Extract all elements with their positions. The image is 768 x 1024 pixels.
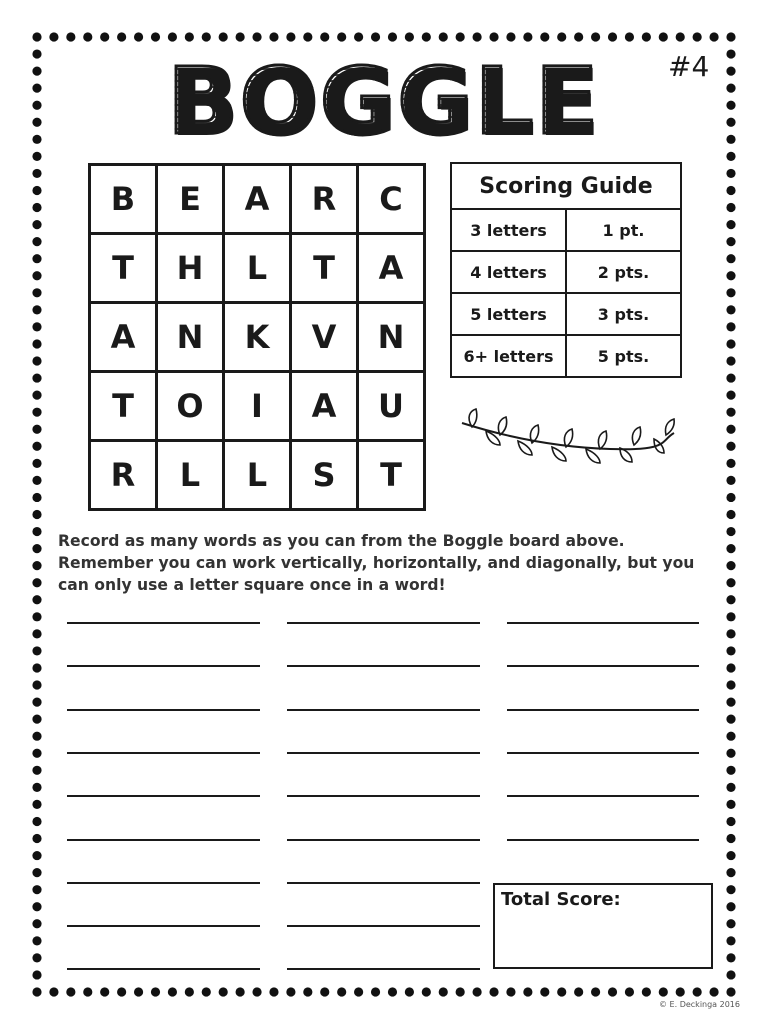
board-cell: T bbox=[90, 234, 157, 303]
border-dot bbox=[709, 32, 718, 41]
border-dot bbox=[32, 936, 41, 945]
border-dot bbox=[32, 527, 41, 536]
border-dot bbox=[726, 612, 735, 621]
total-score-box[interactable] bbox=[493, 883, 713, 969]
border-dot bbox=[100, 987, 109, 996]
border-dot bbox=[168, 987, 177, 996]
answer-line[interactable] bbox=[67, 752, 260, 754]
answer-line[interactable] bbox=[287, 795, 480, 797]
border-dot bbox=[371, 987, 380, 996]
border-dot bbox=[32, 612, 41, 621]
border-dot bbox=[32, 817, 41, 826]
answer-line[interactable] bbox=[67, 882, 260, 884]
border-dot bbox=[591, 987, 600, 996]
border-dot bbox=[32, 834, 41, 843]
border-dot bbox=[32, 919, 41, 928]
board-cell: R bbox=[90, 441, 157, 510]
border-dot bbox=[371, 32, 380, 41]
border-dot bbox=[32, 442, 41, 451]
border-dot bbox=[540, 32, 549, 41]
answer-line[interactable] bbox=[287, 752, 480, 754]
worksheet-number: #4 bbox=[668, 50, 710, 83]
border-dot bbox=[726, 425, 735, 434]
border-dot bbox=[726, 868, 735, 877]
border-dot bbox=[540, 987, 549, 996]
scoring-length: 5 letters bbox=[451, 293, 566, 335]
border-dot bbox=[523, 987, 532, 996]
border-dot bbox=[557, 987, 566, 996]
border-dot bbox=[151, 987, 160, 996]
border-dot bbox=[726, 885, 735, 894]
answer-line[interactable] bbox=[287, 925, 480, 927]
board-cell: S bbox=[291, 441, 358, 510]
border-dot bbox=[726, 391, 735, 400]
board-row bbox=[90, 441, 425, 510]
border-dot bbox=[83, 32, 92, 41]
border-dot bbox=[303, 987, 312, 996]
border-dot bbox=[32, 220, 41, 229]
border-dot bbox=[134, 987, 143, 996]
border-dot bbox=[252, 987, 261, 996]
border-dot bbox=[726, 834, 735, 843]
board-cell: U bbox=[358, 372, 425, 441]
border-dot bbox=[659, 32, 668, 41]
border-dot bbox=[726, 544, 735, 553]
border-dot bbox=[591, 32, 600, 41]
border-dot bbox=[151, 32, 160, 41]
border-dot bbox=[337, 987, 346, 996]
instructions-text: Record as many words as you can from the Boggle board above. Remember you can work vertically, horizontally, and diagonally, but you can only use a letter square once in a word! bbox=[58, 532, 695, 594]
border-dot bbox=[32, 578, 41, 587]
border-dot bbox=[32, 203, 41, 212]
border-dot bbox=[219, 987, 228, 996]
border-dot bbox=[642, 987, 651, 996]
border-dot bbox=[32, 715, 41, 724]
border-dot bbox=[320, 32, 329, 41]
border-dot bbox=[32, 476, 41, 485]
border-dot bbox=[32, 186, 41, 195]
answer-line[interactable] bbox=[287, 665, 480, 667]
copyright: © E. Deckinga 2016 bbox=[659, 1000, 740, 1009]
border-dot bbox=[32, 169, 41, 178]
boggle-board bbox=[88, 163, 426, 511]
board-cell: V bbox=[291, 303, 358, 372]
scoring-length: 3 letters bbox=[451, 209, 566, 251]
border-dot bbox=[32, 237, 41, 246]
border-dot bbox=[726, 356, 735, 365]
border-dot bbox=[32, 322, 41, 331]
scoring-points: 5 pts. bbox=[566, 335, 681, 377]
border-dot bbox=[726, 510, 735, 519]
border-dot bbox=[726, 646, 735, 655]
scoring-length: 4 letters bbox=[451, 251, 566, 293]
border-dot bbox=[574, 32, 583, 41]
border-dot bbox=[32, 510, 41, 519]
border-dot bbox=[506, 987, 515, 996]
border-dot bbox=[557, 32, 566, 41]
scoring-row bbox=[451, 251, 681, 293]
border-dot bbox=[32, 783, 41, 792]
scoring-points: 3 pts. bbox=[566, 293, 681, 335]
leaf-sprig-icon bbox=[460, 405, 680, 475]
border-dot bbox=[32, 663, 41, 672]
border-dot bbox=[286, 987, 295, 996]
border-dot bbox=[32, 646, 41, 655]
answer-line[interactable] bbox=[507, 622, 699, 624]
border-dot bbox=[726, 254, 735, 263]
border-dot bbox=[439, 32, 448, 41]
scoring-row bbox=[451, 209, 681, 251]
border-dot bbox=[726, 459, 735, 468]
border-dot bbox=[32, 561, 41, 570]
border-dot bbox=[32, 373, 41, 382]
border-dot bbox=[32, 970, 41, 979]
border-dot bbox=[83, 987, 92, 996]
border-dot bbox=[354, 987, 363, 996]
border-dot bbox=[489, 32, 498, 41]
border-dot bbox=[726, 663, 735, 672]
border-dot bbox=[726, 595, 735, 604]
border-dot bbox=[422, 987, 431, 996]
board-cell: E bbox=[157, 165, 224, 234]
border-dot bbox=[388, 987, 397, 996]
border-dot bbox=[49, 987, 58, 996]
border-dot bbox=[134, 32, 143, 41]
answer-line[interactable] bbox=[507, 795, 699, 797]
border-dot bbox=[726, 152, 735, 161]
border-dot bbox=[676, 32, 685, 41]
border-dot bbox=[405, 987, 414, 996]
border-dot bbox=[32, 356, 41, 365]
board-cell: H bbox=[157, 234, 224, 303]
border-dot bbox=[726, 783, 735, 792]
border-dot bbox=[202, 987, 211, 996]
board-cell: N bbox=[358, 303, 425, 372]
border-dot bbox=[286, 32, 295, 41]
border-dot bbox=[726, 271, 735, 280]
border-dot bbox=[32, 152, 41, 161]
border-dot bbox=[726, 527, 735, 536]
border-dot bbox=[32, 868, 41, 877]
border-dot bbox=[726, 732, 735, 741]
border-dot bbox=[32, 800, 41, 809]
border-dot bbox=[726, 322, 735, 331]
border-dot bbox=[726, 32, 735, 41]
border-dot bbox=[354, 32, 363, 41]
border-dot bbox=[252, 32, 261, 41]
border-dot bbox=[32, 680, 41, 689]
border-dot bbox=[32, 851, 41, 860]
border-dot bbox=[456, 987, 465, 996]
border-dot bbox=[49, 32, 58, 41]
answer-line[interactable] bbox=[507, 709, 699, 711]
board-cell: B bbox=[90, 165, 157, 234]
border-dot bbox=[693, 987, 702, 996]
border-dot bbox=[117, 32, 126, 41]
board-cell: T bbox=[90, 372, 157, 441]
board-row bbox=[90, 303, 425, 372]
border-dot bbox=[422, 32, 431, 41]
border-dot bbox=[726, 817, 735, 826]
border-dot bbox=[642, 32, 651, 41]
border-dot bbox=[185, 987, 194, 996]
answer-line[interactable] bbox=[287, 622, 480, 624]
border-dot bbox=[100, 32, 109, 41]
border-dot bbox=[726, 902, 735, 911]
border-dot bbox=[219, 32, 228, 41]
answer-line[interactable] bbox=[287, 968, 480, 970]
board-cell: C bbox=[358, 165, 425, 234]
border-dot bbox=[32, 32, 41, 41]
board-cell: L bbox=[157, 441, 224, 510]
border-dot bbox=[726, 987, 735, 996]
border-dot bbox=[726, 715, 735, 724]
border-dot bbox=[726, 697, 735, 706]
border-dot bbox=[574, 987, 583, 996]
board-cell: I bbox=[224, 372, 291, 441]
border-dot bbox=[726, 766, 735, 775]
border-dot bbox=[32, 408, 41, 417]
border-dot bbox=[32, 766, 41, 775]
answer-line[interactable] bbox=[507, 839, 699, 841]
border-dot bbox=[489, 987, 498, 996]
border-dot bbox=[32, 885, 41, 894]
answer-line[interactable] bbox=[67, 709, 260, 711]
board-cell: L bbox=[224, 441, 291, 510]
answer-line[interactable] bbox=[67, 839, 260, 841]
border-dot bbox=[726, 851, 735, 860]
border-dot bbox=[320, 987, 329, 996]
border-dot bbox=[32, 544, 41, 553]
border-dot bbox=[32, 339, 41, 348]
border-dot bbox=[405, 32, 414, 41]
border-dot bbox=[726, 169, 735, 178]
border-dot bbox=[236, 32, 245, 41]
border-dot bbox=[726, 442, 735, 451]
border-dot bbox=[726, 578, 735, 587]
board-cell: A bbox=[291, 372, 358, 441]
answer-line[interactable] bbox=[507, 665, 699, 667]
border-dot bbox=[32, 271, 41, 280]
answer-line[interactable] bbox=[67, 795, 260, 797]
border-dot bbox=[726, 186, 735, 195]
board-cell: A bbox=[358, 234, 425, 303]
border-dot bbox=[32, 459, 41, 468]
board-cell: T bbox=[291, 234, 358, 303]
border-dot bbox=[726, 953, 735, 962]
border-dot bbox=[439, 987, 448, 996]
border-dot bbox=[608, 987, 617, 996]
border-dot bbox=[726, 561, 735, 570]
answer-line[interactable] bbox=[67, 622, 260, 624]
border-dot bbox=[726, 629, 735, 638]
border-dot bbox=[32, 749, 41, 758]
border-dot bbox=[66, 32, 75, 41]
border-dot bbox=[32, 595, 41, 604]
border-dot bbox=[625, 32, 634, 41]
answer-line[interactable] bbox=[67, 968, 260, 970]
border-dot bbox=[388, 32, 397, 41]
border-dot bbox=[726, 288, 735, 297]
border-dot bbox=[32, 902, 41, 911]
border-dot bbox=[32, 953, 41, 962]
border-dot bbox=[726, 237, 735, 246]
board-row bbox=[90, 372, 425, 441]
border-dot bbox=[236, 987, 245, 996]
border-dot bbox=[693, 32, 702, 41]
scoring-points: 1 pt. bbox=[566, 209, 681, 251]
border-dot bbox=[472, 987, 481, 996]
border-dot bbox=[185, 32, 194, 41]
scoring-points: 2 pts. bbox=[566, 251, 681, 293]
border-dot bbox=[269, 987, 278, 996]
border-dot bbox=[472, 32, 481, 41]
board-cell: L bbox=[224, 234, 291, 303]
answer-line[interactable] bbox=[507, 752, 699, 754]
border-dot bbox=[676, 987, 685, 996]
border-dot bbox=[709, 987, 718, 996]
total-score-label: Total Score: bbox=[501, 889, 621, 910]
border-dot bbox=[269, 32, 278, 41]
answer-line[interactable] bbox=[67, 925, 260, 927]
border-dot bbox=[726, 749, 735, 758]
board-cell: K bbox=[224, 303, 291, 372]
scoring-length: 6+ letters bbox=[451, 335, 566, 377]
border-dot bbox=[202, 32, 211, 41]
board-cell: R bbox=[291, 165, 358, 234]
border-dot bbox=[32, 254, 41, 263]
border-dot bbox=[625, 987, 634, 996]
border-dot bbox=[726, 970, 735, 979]
board-row bbox=[90, 234, 425, 303]
border-dot bbox=[726, 919, 735, 928]
board-row bbox=[90, 165, 425, 234]
board-cell: A bbox=[90, 303, 157, 372]
border-dot bbox=[32, 629, 41, 638]
board-cell: A bbox=[224, 165, 291, 234]
border-dot bbox=[726, 203, 735, 212]
border-dot bbox=[456, 32, 465, 41]
border-dot bbox=[726, 339, 735, 348]
border-dot bbox=[726, 373, 735, 382]
border-dot bbox=[32, 732, 41, 741]
border-dot bbox=[726, 936, 735, 945]
answer-line[interactable] bbox=[287, 709, 480, 711]
answer-line[interactable] bbox=[287, 882, 480, 884]
border-dot bbox=[32, 987, 41, 996]
answer-line[interactable] bbox=[287, 839, 480, 841]
border-dot bbox=[726, 800, 735, 809]
border-dot bbox=[726, 476, 735, 485]
border-dot bbox=[32, 305, 41, 314]
border-dot bbox=[32, 697, 41, 706]
scoring-guide bbox=[450, 162, 682, 378]
board-cell: O bbox=[157, 372, 224, 441]
border-dot bbox=[726, 493, 735, 502]
border-dot bbox=[726, 408, 735, 417]
border-dot bbox=[303, 32, 312, 41]
border-dot bbox=[32, 425, 41, 434]
border-dot bbox=[168, 32, 177, 41]
border-dot bbox=[506, 32, 515, 41]
border-dot bbox=[608, 32, 617, 41]
page-title: BOGGLE bbox=[0, 52, 768, 152]
scoring-row bbox=[451, 335, 681, 377]
border-dot bbox=[117, 987, 126, 996]
border-dot bbox=[726, 680, 735, 689]
border-dot bbox=[66, 987, 75, 996]
board-cell: T bbox=[358, 441, 425, 510]
border-dot bbox=[32, 288, 41, 297]
border-dot bbox=[523, 32, 532, 41]
border-dot bbox=[659, 987, 668, 996]
board-cell: N bbox=[157, 303, 224, 372]
scoring-guide-title: Scoring Guide bbox=[451, 163, 681, 209]
border-dot bbox=[337, 32, 346, 41]
border-dot bbox=[32, 493, 41, 502]
border-dot bbox=[726, 305, 735, 314]
answer-line[interactable] bbox=[67, 665, 260, 667]
scoring-row bbox=[451, 293, 681, 335]
border-dot bbox=[32, 391, 41, 400]
border-dot bbox=[726, 220, 735, 229]
